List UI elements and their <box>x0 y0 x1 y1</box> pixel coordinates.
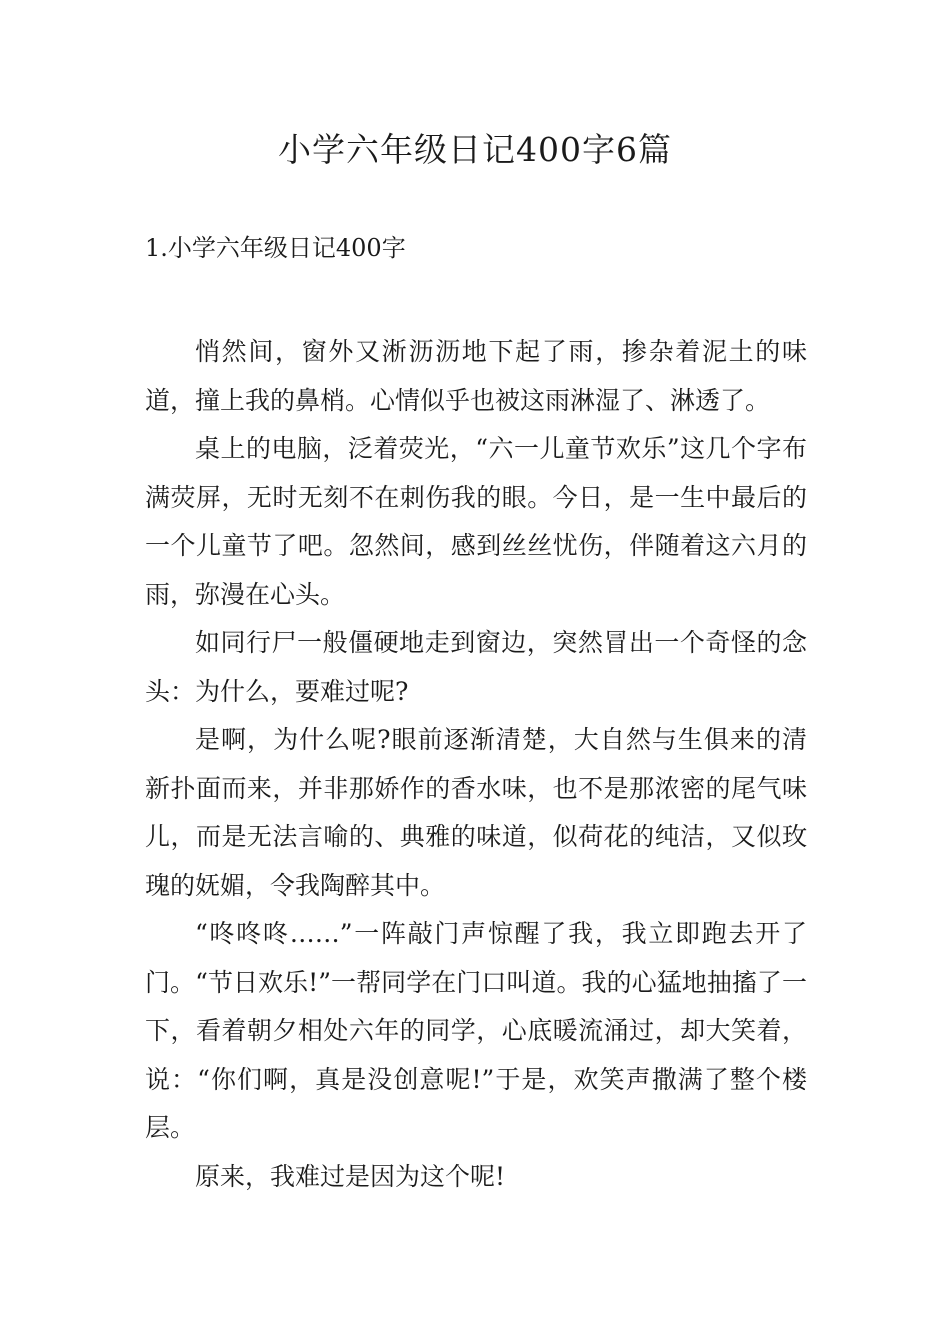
paragraph: 原来，我难过是因为这个呢! <box>195 1161 506 1191</box>
paragraph: “咚咚咚……”一阵敲门声惊醒了我，我立即跑去开了门。“节日欢乐!”一帮同学在门口叫道。我的心猛地抽搐了一下，看着朝夕相处六年的同学，心底暖流涌过，却大笑着，说：“你们啊，真是没创意呢!”于是，欢笑声撒满了整个楼层。 <box>145 919 807 1142</box>
section-heading: 1.小学六年级日记400字 <box>145 234 406 262</box>
article-body <box>145 328 807 1201</box>
paragraph: 悄然间，窗外又淅沥沥地下起了雨，掺杂着泥土的味道，撞上我的鼻梢。心情似乎也被这雨淋湿了、淋透了。 <box>145 337 807 415</box>
paragraph: 是啊，为什么呢?眼前逐渐清楚，大自然与生俱来的清新扑面而来，并非那娇作的香水味，也不是那浓密的尾气味儿，而是无法言喻的、典雅的味道，似荷花的纯洁，又似玫瑰的妩媚，令我陶醉其中。 <box>145 725 807 900</box>
paragraph: 桌上的电脑，泛着荧光，“六一儿童节欢乐”这几个字布满荧屏，无时无刻不在刺伤我的眼。今日，是一生中最后的一个儿童节了吧。忽然间，感到丝丝忧伤，伴随着这六月的雨，弥漫在心头。 <box>145 434 807 609</box>
document-title: 小学六年级日记400字6篇 <box>278 130 672 169</box>
paragraph: 如同行尸一般僵硬地走到窗边，突然冒出一个奇怪的念头：为什么，要难过呢? <box>145 628 807 706</box>
